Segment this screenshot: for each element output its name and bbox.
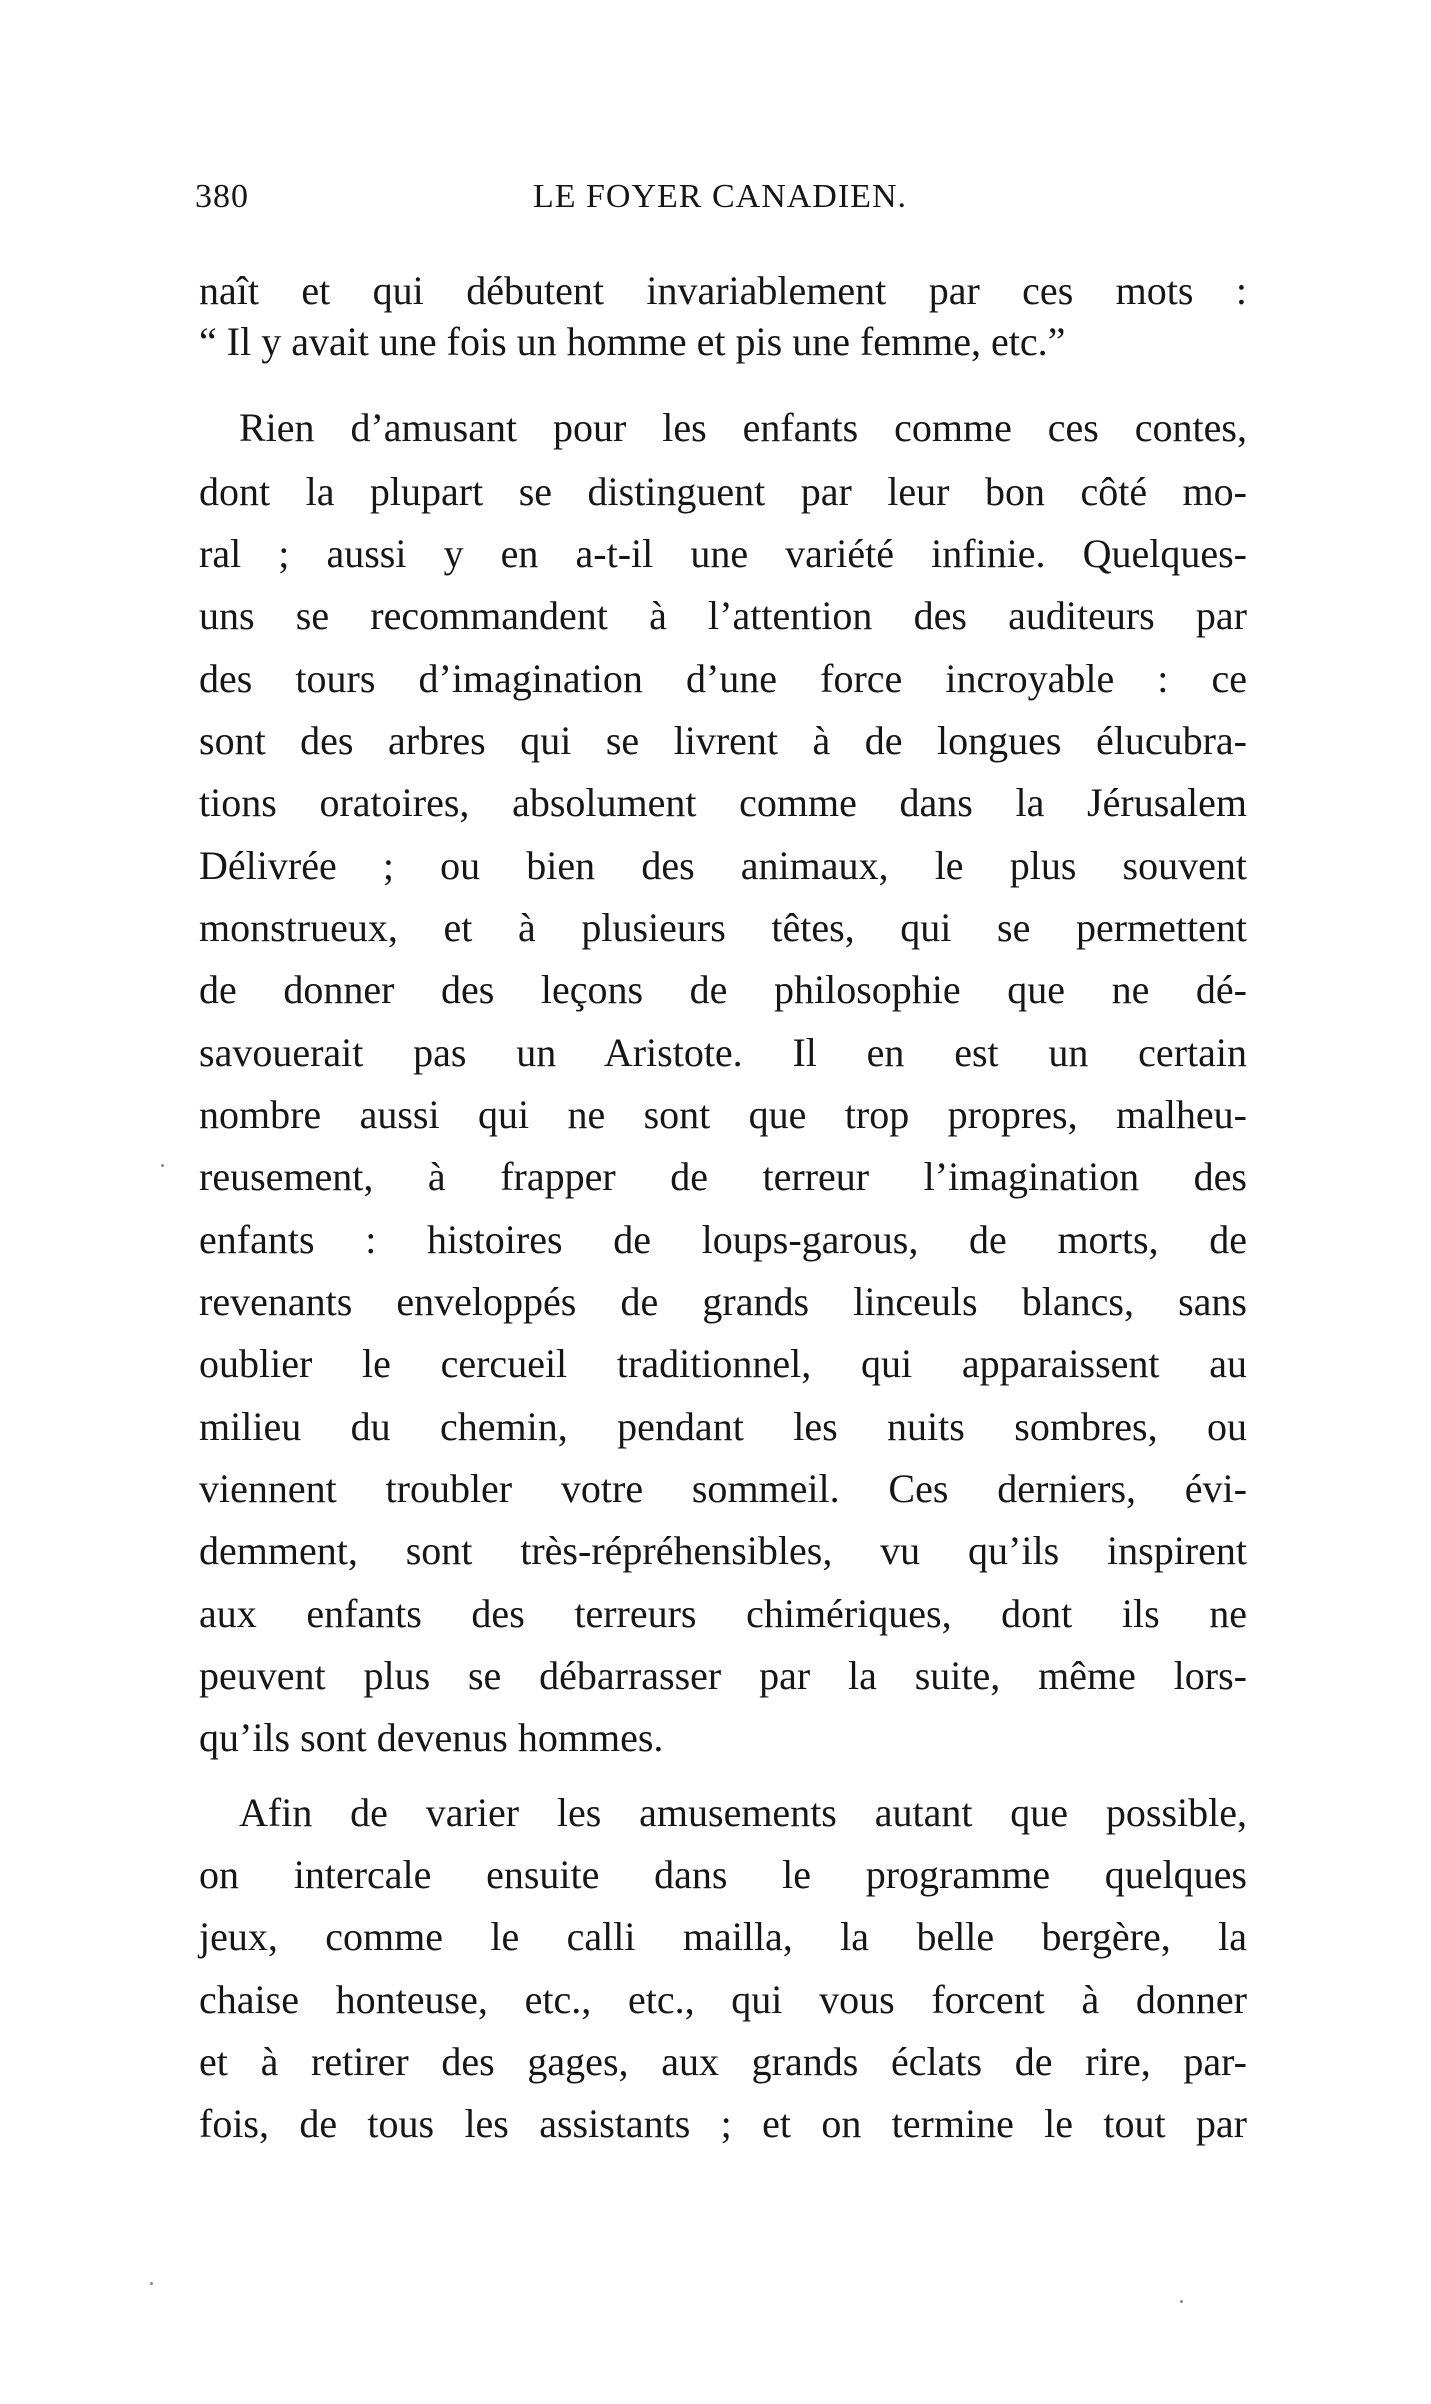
paper-speck	[1180, 2300, 1183, 2303]
text-line: ral ; aussi y en a-t-il une variété infinie. Quelques-	[199, 531, 1247, 576]
text-line: jeux, comme le calli mailla, la belle bergère, la	[199, 1914, 1247, 1959]
page-number: 380	[195, 178, 249, 215]
text-line: reusement, à frapper de terreur l’imagination des	[199, 1154, 1247, 1199]
text-line: et à retirer des gages, aux grands éclats de rire, par-	[199, 2039, 1247, 2084]
text-line: fois, de tous les assistants ; et on termine le tout par	[199, 2101, 1247, 2146]
text-line: sont des arbres qui se livrent à de longues élucubra-	[199, 718, 1247, 763]
running-head	[195, 178, 1245, 238]
text-line: tions oratoires, absolument comme dans la Jérusalem	[199, 780, 1247, 825]
text-line: dont la plupart se distinguent par leur bon côté mo-	[199, 469, 1247, 514]
text-line: savouerait pas un Aristote. Il en est un certain	[199, 1030, 1247, 1075]
running-title: LE FOYER CANADIEN.	[532, 178, 908, 215]
text-line: viennent troubler votre sommeil. Ces derniers, évi-	[199, 1466, 1247, 1511]
text-line: qu’ils sont devenus hommes.	[199, 1715, 664, 1760]
text-line: naît et qui débutent invariablement par ces mots :	[199, 268, 1247, 313]
text-line: des tours d’imagination d’une force incroyable : ce	[199, 656, 1247, 701]
text-line: chaise honteuse, etc., etc., qui vous forcent à donner	[199, 1977, 1247, 2022]
text-line: monstrueux, et à plusieurs têtes, qui se permettent	[199, 905, 1247, 950]
text-line: on intercale ensuite dans le programme quelques	[199, 1852, 1247, 1897]
text-line: uns se recommandent à l’attention des auditeurs par	[199, 593, 1247, 638]
text-line: de donner des leçons de philosophie que ne dé-	[199, 967, 1247, 1012]
text-line: nombre aussi qui ne sont que trop propres, malheu-	[199, 1092, 1247, 1137]
text-line: revenants enveloppés de grands linceuls blancs, sans	[199, 1279, 1247, 1324]
text-line: peuvent plus se débarrasser par la suite, même lors-	[199, 1653, 1247, 1698]
text-line: demment, sont très-répréhensibles, vu qu’ils inspirent	[199, 1528, 1247, 1573]
text-line: oublier le cercueil traditionnel, qui apparaissent au	[199, 1341, 1247, 1386]
paragraph-start-line: Afin de varier les amusements autant que possible,	[239, 1790, 1247, 1835]
text-line: Délivrée ; ou bien des animaux, le plus souvent	[199, 843, 1247, 888]
text-line: milieu du chemin, pendant les nuits sombres, ou	[199, 1404, 1247, 1449]
paper-speck	[161, 1164, 164, 1167]
paper-speck	[150, 2282, 153, 2285]
text-line: enfants : histoires de loups-garous, de morts, de	[199, 1217, 1247, 1262]
paragraph-start-line: Rien d’amusant pour les enfants comme ces contes,	[239, 405, 1247, 450]
text-line: “ Il y avait une fois un homme et pis une femme, etc.”	[199, 319, 1066, 364]
text-line: aux enfants des terreurs chimériques, dont ils ne	[199, 1591, 1247, 1636]
